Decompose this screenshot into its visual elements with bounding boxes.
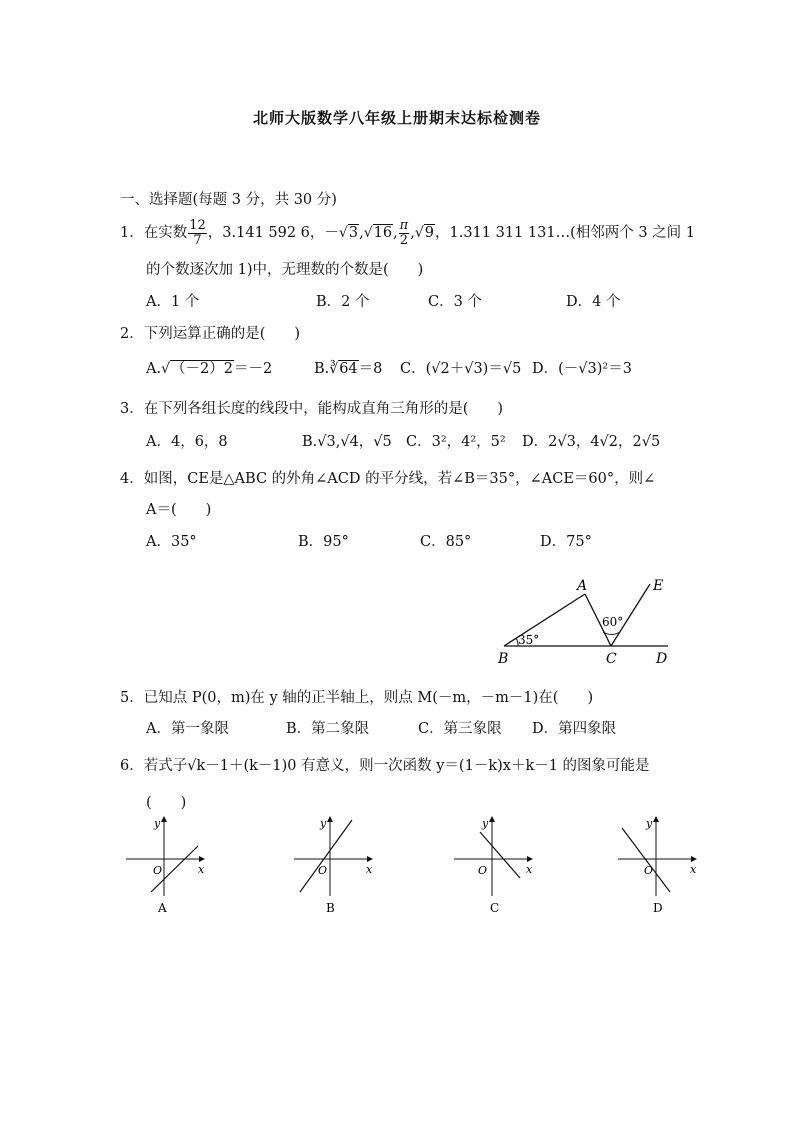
q2-b-radicand: 64 [339, 361, 358, 377]
q1-option-d: D．4 个 [566, 294, 621, 310]
q1-option-b: B．2 个 [316, 294, 370, 310]
q3-option-b: B.√3,√4，√5 [302, 434, 392, 450]
question-6-line-1: 6．若式子√k－1＋(k－1)0 有意义，则一次函数 y＝(1－k)x＋k－1 的图象可能是 [120, 758, 650, 774]
graph-a [126, 817, 205, 915]
q2-option-c: C．(√2＋√3)＝√5 [400, 361, 522, 377]
angle-c-label: 60° [602, 615, 624, 629]
q2-option-b: B.∛64＝8 [314, 361, 383, 377]
graph-b-y-label: y [320, 817, 327, 830]
q1-option-c: C．3 个 [428, 294, 482, 310]
q4-option-d: D．75° [540, 534, 592, 550]
angle-b-label: 35° [518, 633, 540, 647]
question-2-stem: 2．下列运算正确的是( ) [120, 326, 301, 342]
q1-root3: 3 [348, 225, 359, 241]
q2-option-a: A.√（－2）2＝－2 [146, 361, 273, 377]
question-4-line-2: A＝( ) [146, 502, 212, 518]
graph-options [118, 812, 718, 922]
graph-b-line [300, 820, 352, 892]
label-a: A [577, 578, 588, 594]
q2-b-label: B. [314, 361, 330, 377]
q5-option-a: A．第一象限 [146, 721, 229, 737]
q3-option-a: A．4，6，8 [146, 434, 228, 450]
graph-a-origin: O [153, 864, 163, 877]
q1-pi-fraction [399, 219, 410, 248]
page-title: 北师大版数学八年级上册期末达标检测卷 [252, 109, 541, 127]
graph-d-x-label: x [690, 863, 697, 876]
graph-c-y-label: y [482, 817, 489, 830]
graph-b-origin: O [318, 864, 328, 877]
q1-frac-den: 7 [193, 232, 202, 248]
graph-b-caption: B [326, 901, 335, 915]
label-e: E [653, 578, 664, 594]
graph-c-x-label: x [526, 863, 533, 876]
q1-mid: ，3.141 592 6，－ [207, 225, 339, 241]
q3-option-d: D．2√3，4√2，2√5 [522, 434, 661, 450]
q2-a-result: ＝－2 [233, 361, 273, 377]
q1-option-a: A．1 个 [146, 294, 200, 310]
graph-a-caption: A [158, 901, 167, 915]
graph-c-caption: C [490, 901, 500, 915]
q5-option-c: C．第三象限 [418, 721, 502, 737]
question-3-stem: 3．在下列各组长度的线段中，能构成直角三角形的是( ) [120, 401, 504, 417]
q4-option-a: A．35° [146, 534, 197, 550]
question-6-line-2: ( ) [146, 795, 187, 811]
q1-frac-num: 12 [189, 217, 206, 233]
graph-d-y-label: y [646, 817, 653, 830]
q1-lead: 1．在实数 [120, 225, 188, 241]
graph-a-y-label: y [154, 817, 161, 830]
q1-two: 2 [399, 232, 409, 248]
graph-a-x-label: x [198, 863, 205, 876]
graph-c-origin: O [478, 864, 488, 877]
q3-option-c: C．3²，4²，5² [406, 434, 506, 450]
graph-d-caption: D [653, 901, 663, 915]
question-1-line-2: 的个数逐次加 1)中，无理数的个数是( ) [146, 262, 424, 278]
graph-d [618, 817, 697, 915]
graph-c [454, 817, 533, 915]
q4-option-b: B．95° [298, 534, 349, 550]
q1-root16: 16 [373, 225, 393, 241]
q2-a-label: A. [146, 361, 162, 377]
q2-option-d: D．(－√3)²＝3 [532, 361, 632, 377]
q5-option-d: D．第四象限 [532, 721, 617, 737]
label-b: B [498, 651, 509, 667]
graph-d-origin: O [644, 864, 654, 877]
graph-d-line [622, 828, 670, 892]
q1-root9: 9 [424, 225, 434, 241]
graph-b-x-label: x [366, 863, 373, 876]
q1-pi: π [399, 217, 409, 233]
q2-b-result: ＝8 [358, 361, 383, 377]
q1-tail: ，1.311 311 131…(相邻两个 3 之间 1 [434, 225, 695, 241]
question-4-line-1: 4．如图，CE是△ABC 的外角∠ACD 的平分线，若∠B＝35°，∠ACE＝60°，则∠ [120, 471, 656, 487]
q4-option-c: C．85° [420, 534, 472, 550]
q1-fraction [188, 219, 207, 248]
section-heading: 一、选择题(每题 3 分，共 30 分) [120, 192, 337, 208]
label-d: D [656, 651, 668, 667]
label-c: C [606, 651, 617, 667]
q2-a-radicand: （－2）2 [171, 361, 233, 377]
question-5-stem: 5．已知点 P(0，m)在 y 轴的正半轴上，则点 M(－m，－m－1)在( ) [120, 690, 594, 706]
triangle-figure [490, 570, 690, 670]
graph-b [294, 817, 373, 915]
question-1-line-1: 1．在实数 $\frac{12}{7}$ ，3.141 592 6，－√3,√16, $\frac{\pi}{2}$ ,√9，1.311 311 131…(相邻两个 3 之间 1 [120, 217, 695, 248]
q5-option-b: B．第二象限 [286, 721, 370, 737]
